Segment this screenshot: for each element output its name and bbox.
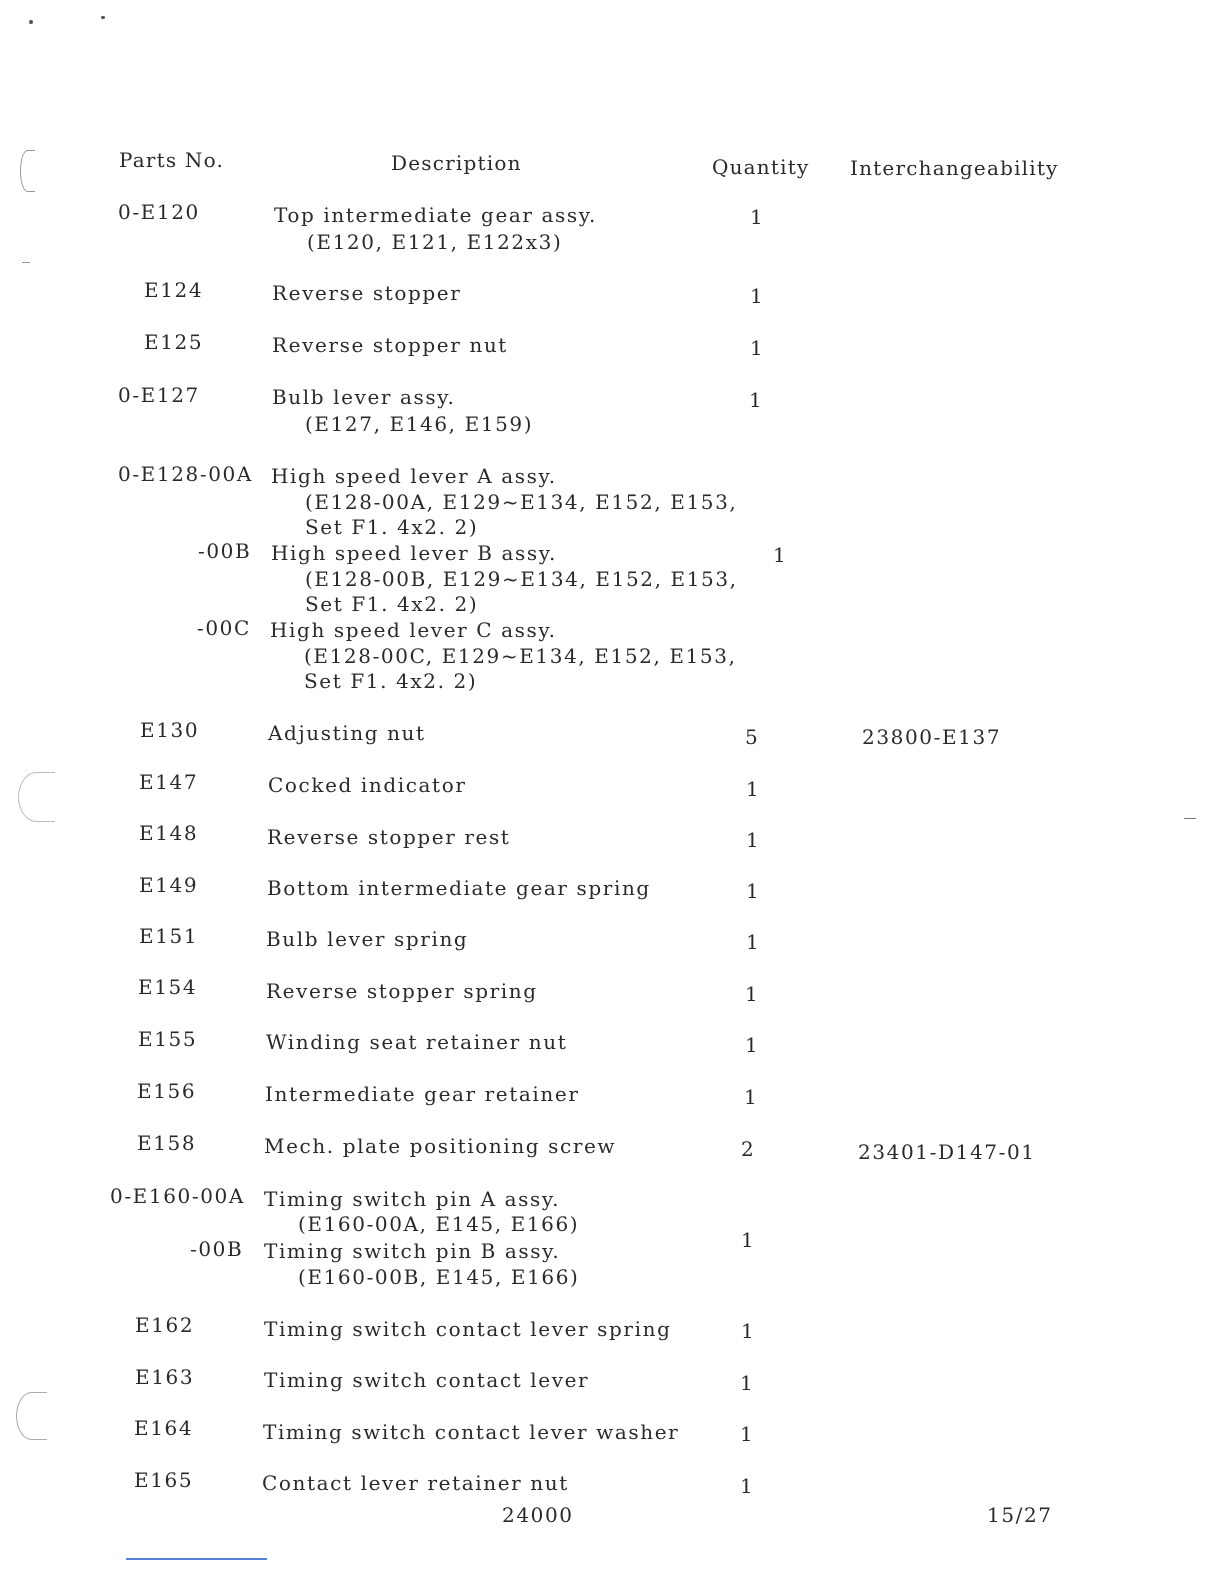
part-description: Bulb lever assy. (272, 385, 456, 409)
part-description: Timing switch contact lever washer (263, 1420, 680, 1444)
scan-speck (1184, 818, 1196, 819)
part-number: E154 (138, 975, 198, 999)
part-number: E164 (134, 1416, 194, 1440)
header-interchangeability: Interchangeability (850, 156, 1059, 180)
part-components: (E160-00B, E145, E166) (298, 1265, 580, 1289)
part-quantity: 1 (773, 543, 788, 567)
part-quantity: 1 (740, 1422, 755, 1446)
part-number: E158 (137, 1131, 197, 1155)
part-description: Mech. plate positioning screw (264, 1134, 617, 1158)
part-description: Contact lever retainer nut (262, 1471, 569, 1495)
part-interchangeability: 23401-D147-01 (858, 1140, 1036, 1164)
part-description: Reverse stopper nut (272, 333, 508, 357)
part-number: -00B (190, 1237, 244, 1261)
part-description: Cocked indicator (268, 773, 467, 797)
part-quantity: 1 (746, 879, 761, 903)
part-quantity: 1 (749, 388, 764, 412)
part-components: Set F1. 4x2. 2) (305, 515, 479, 539)
part-components: (E128-00A, E129~E134, E152, E153, (305, 490, 738, 514)
part-description: Timing switch contact lever (264, 1368, 590, 1392)
part-number: 0-E127 (118, 383, 200, 407)
part-description: High speed lever C assy. (270, 618, 557, 642)
part-number: E163 (135, 1365, 195, 1389)
part-quantity: 1 (746, 777, 761, 801)
part-number: E149 (139, 873, 199, 897)
part-components: (E120, E121, E122x3) (307, 230, 563, 254)
part-description: High speed lever B assy. (271, 541, 557, 565)
scan-speck (101, 16, 105, 19)
part-description: Reverse stopper (272, 281, 462, 305)
part-components: (E128-00C, E129~E134, E152, E153, (304, 644, 737, 668)
part-description: Timing switch contact lever spring (264, 1317, 672, 1341)
part-description: Adjusting nut (268, 721, 426, 745)
part-number: E124 (144, 278, 204, 302)
part-quantity: 1 (740, 1474, 755, 1498)
punch-hole-mark (18, 772, 55, 822)
part-quantity: 1 (744, 1085, 759, 1109)
header-description: Description (391, 151, 522, 175)
part-number: E162 (135, 1313, 195, 1337)
part-description: Winding seat retainer nut (266, 1030, 568, 1054)
part-interchangeability: 23800-E137 (862, 725, 1002, 749)
part-quantity: 1 (750, 205, 765, 229)
part-number: -00C (197, 616, 251, 640)
part-number: E156 (137, 1079, 197, 1103)
part-description: Intermediate gear retainer (265, 1082, 580, 1106)
part-number: E130 (140, 718, 200, 742)
part-description: Top intermediate gear assy. (274, 203, 597, 227)
part-components: (E128-00B, E129~E134, E152, E153, (305, 567, 738, 591)
part-components: (E160-00A, E145, E166) (298, 1212, 580, 1236)
part-quantity: 1 (740, 1371, 755, 1395)
document-number: 24000 (502, 1503, 574, 1527)
part-description: High speed lever A assy. (271, 464, 557, 488)
punch-hole-mark (16, 1392, 47, 1440)
part-number: E155 (138, 1027, 198, 1051)
part-description: Reverse stopper rest (267, 825, 511, 849)
part-quantity: 1 (741, 1228, 756, 1252)
page-number: 15/27 (987, 1503, 1053, 1527)
punch-hole-mark (20, 150, 35, 192)
part-components: (E127, E146, E159) (305, 412, 534, 436)
scan-speck (29, 20, 33, 24)
part-quantity: 1 (741, 1319, 756, 1343)
part-number: -00B (198, 539, 252, 563)
part-number: 0-E160-00A (110, 1184, 245, 1208)
header-parts-no: Parts No. (119, 148, 225, 172)
part-number: E147 (139, 770, 199, 794)
part-quantity: 1 (746, 930, 761, 954)
part-number: E165 (134, 1468, 194, 1492)
part-quantity: 1 (745, 982, 760, 1006)
part-quantity: 2 (741, 1137, 756, 1161)
part-quantity: 1 (745, 1033, 760, 1057)
scan-speck (22, 262, 30, 263)
part-components: Set F1. 4x2. 2) (305, 592, 479, 616)
part-number: E151 (139, 924, 199, 948)
part-number: 0-E120 (118, 200, 200, 224)
part-description: Reverse stopper spring (266, 979, 538, 1003)
header-quantity: Quantity (712, 155, 810, 179)
part-quantity: 1 (750, 284, 765, 308)
part-quantity: 1 (750, 336, 765, 360)
part-components: Set F1. 4x2. 2) (304, 669, 478, 693)
part-number: E148 (139, 821, 199, 845)
part-description: Timing switch pin A assy. (264, 1187, 561, 1211)
part-description: Bulb lever spring (266, 927, 469, 951)
part-number: E125 (144, 330, 204, 354)
part-description: Bottom intermediate gear spring (267, 876, 651, 900)
part-number: 0-E128-00A (118, 462, 253, 486)
bottom-rule (126, 1558, 267, 1560)
part-quantity: 1 (746, 828, 761, 852)
part-description: Timing switch pin B assy. (264, 1239, 561, 1263)
part-quantity: 5 (745, 725, 760, 749)
